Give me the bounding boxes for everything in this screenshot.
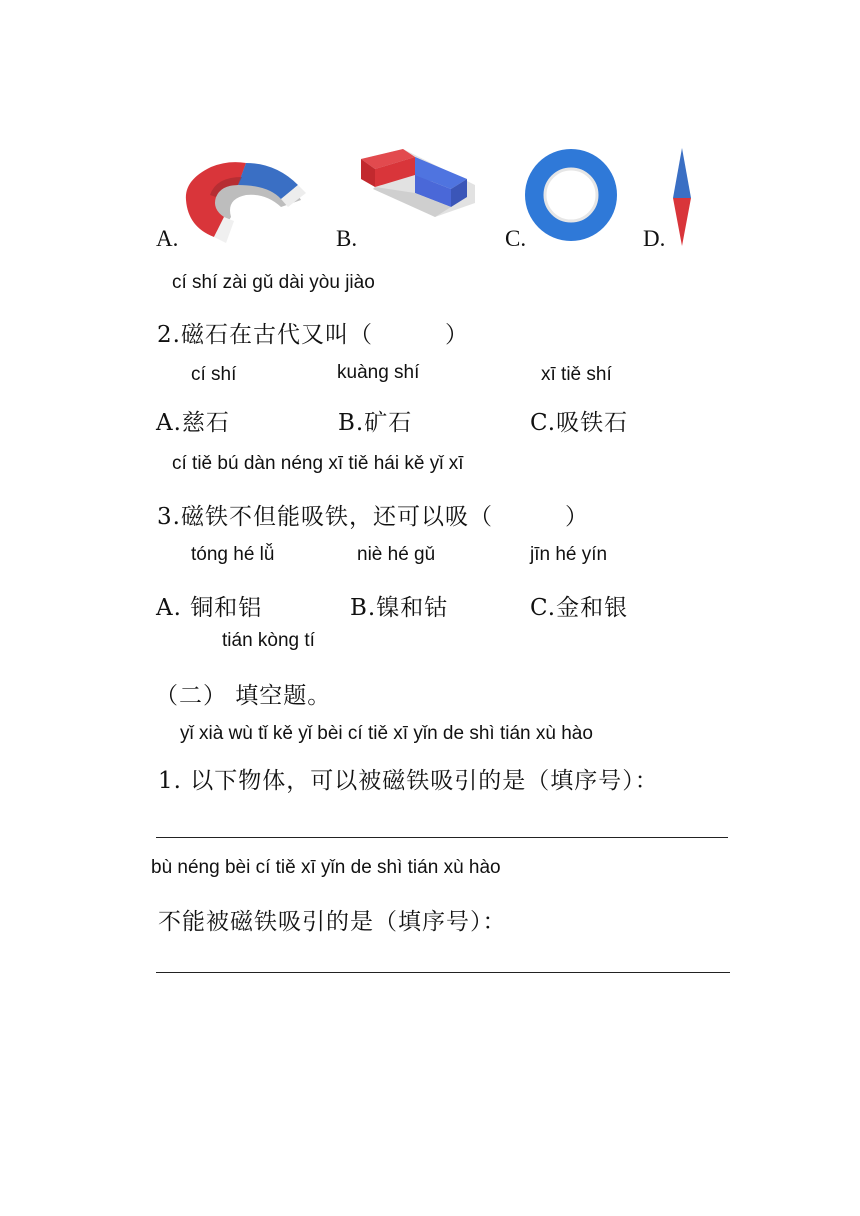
option-a-label: A. [156, 226, 179, 251]
ring-magnet-image [522, 148, 622, 248]
question-2-pinyin: cí shí zài gǔ dài yòu jiào [172, 272, 375, 293]
section-2-pinyin: tián kòng tí [222, 630, 315, 651]
q2-option-c[interactable]: C.吸铁石 [530, 410, 629, 436]
fill-2-answer[interactable] [158, 940, 728, 970]
q3-option-a[interactable]: A. 铜和铝 [156, 595, 263, 621]
option-c-label: C. [505, 226, 527, 251]
q2-option-a[interactable]: A.慈石 [156, 410, 230, 436]
q2-option-c-pinyin: xī tiě shí [541, 364, 612, 385]
question-3-pinyin: cí tiě bú dàn néng xī tiě hái kě yǐ xī [172, 453, 464, 474]
q3-option-c[interactable]: C.金和银 [530, 595, 629, 621]
fill-1-pinyin: yǐ xià wù tǐ kě yǐ bèi cí tiě xī yǐn de shì tián xù hào [180, 723, 593, 744]
q3-option-b[interactable]: B.镍和钴 [350, 595, 449, 621]
q2-option-a-pinyin: cí shí [191, 364, 237, 385]
compass-needle-image [671, 148, 695, 248]
question-3-stem: 3.磁铁不但能吸铁，还可以吸（ ） [157, 504, 589, 530]
fill-2-pinyin: bù néng bèi cí tiě xī yǐn de shì tián xù hào [151, 857, 501, 878]
q3-option-b-pinyin: niè hé gǔ [357, 544, 436, 565]
fill-2-answer-line [156, 972, 730, 973]
q2-option-b-pinyin: kuàng shí [337, 362, 420, 383]
section-2-title: （二） 填空题。 [155, 683, 332, 709]
fill-1-question: 1. 以下物体，可以被磁铁吸引的是（填序号）： [158, 768, 659, 794]
q3-option-a-pinyin: tóng hé lǚ [191, 544, 275, 565]
question-2-stem: 2.磁石在古代又叫（ ） [157, 322, 469, 348]
fill-1-answer[interactable] [158, 805, 726, 835]
q3-option-c-pinyin: jīn hé yín [530, 544, 608, 565]
q2-option-b[interactable]: B.矿石 [338, 410, 413, 436]
fill-2-question: 不能被磁铁吸引的是（填序号）： [158, 909, 507, 935]
option-b-label: B. [336, 226, 358, 251]
horseshoe-magnet-image [176, 155, 316, 245]
option-d-label: D. [643, 226, 666, 251]
fill-1-answer-line [156, 837, 728, 838]
bar-magnet-image [355, 145, 485, 225]
